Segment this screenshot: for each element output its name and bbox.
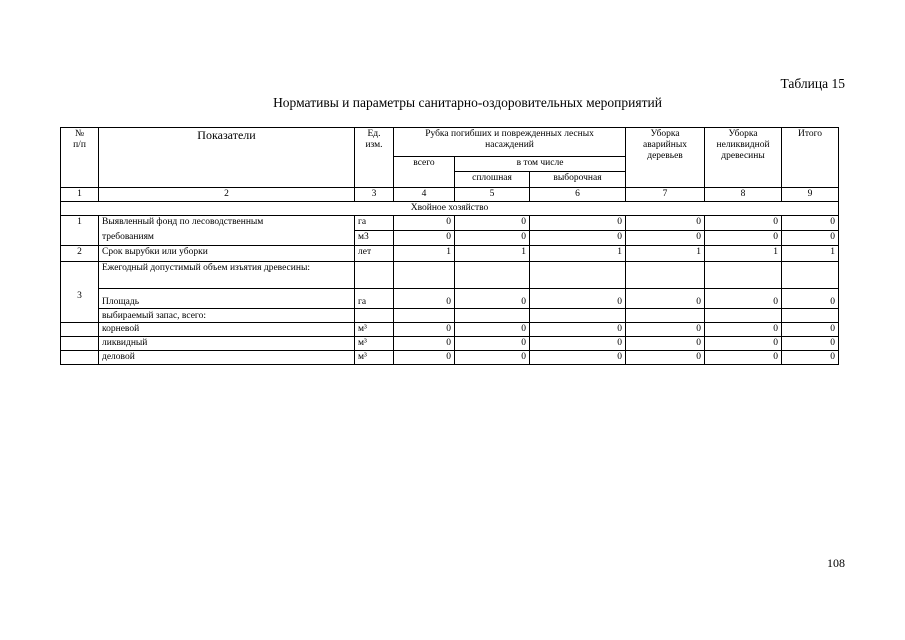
row-value: 0 (782, 351, 839, 365)
header-selective: выборочная (530, 172, 626, 188)
row-unit: м³ (355, 351, 394, 365)
header-unit: Ед. изм. (355, 128, 394, 188)
row-value: 0 (705, 337, 782, 351)
col-number: 1 (61, 188, 99, 202)
row-value: 0 (782, 216, 839, 231)
row-value: 0 (394, 231, 455, 246)
row-name: корневой (99, 323, 355, 337)
row-value: 1 (705, 246, 782, 262)
row-number: 2 (61, 246, 99, 262)
col-number: 3 (355, 188, 394, 202)
row-value: 0 (626, 231, 705, 246)
row-number: 1 (61, 216, 99, 246)
row-value: 0 (626, 337, 705, 351)
row-name: требованиям (99, 231, 355, 246)
table-row (61, 351, 839, 365)
table-row (61, 337, 839, 351)
row-value: 0 (782, 337, 839, 351)
section-title: Хвойное хозяйство (61, 202, 839, 216)
table-row (61, 323, 839, 337)
col-number: 8 (705, 188, 782, 202)
row-number: 3 (61, 262, 99, 323)
row-value: 0 (530, 216, 626, 231)
row-value: 0 (394, 323, 455, 337)
row-unit: м³ (355, 323, 394, 337)
row-value: 0 (705, 231, 782, 246)
row-value: 0 (782, 289, 839, 309)
row-value: 0 (782, 231, 839, 246)
header-indicators: Показатели (99, 128, 355, 188)
row-value: 0 (705, 216, 782, 231)
norms-table (60, 127, 839, 365)
table-caption: Таблица 15 (780, 76, 845, 91)
row-name: Площадь (99, 289, 355, 309)
table-row (61, 289, 839, 309)
header-emergency: Уборка аварийных деревьев (626, 128, 705, 188)
row-value: 0 (394, 351, 455, 365)
row-value: 1 (455, 246, 530, 262)
row-value: 0 (455, 337, 530, 351)
row-name: выбираемый запас, всего: (99, 309, 355, 323)
page-title: Нормативы и параметры санитарно-оздоровительных мероприятий (273, 95, 662, 110)
row-unit: га (355, 289, 394, 309)
row-value: 0 (455, 289, 530, 309)
row-unit: лет (355, 246, 394, 262)
header-clear: сплошная (455, 172, 530, 188)
table-row (61, 231, 839, 246)
row-value: 0 (455, 351, 530, 365)
row-value: 1 (394, 246, 455, 262)
row-value: 1 (782, 246, 839, 262)
col-number: 4 (394, 188, 455, 202)
row-value: 0 (455, 231, 530, 246)
table-row (61, 246, 839, 262)
row-value: 0 (626, 323, 705, 337)
row-value: 0 (530, 289, 626, 309)
row-value: 0 (394, 289, 455, 309)
row-unit: м³ (355, 337, 394, 351)
header-sum: Итого (782, 128, 839, 188)
page-number: 108 (827, 556, 845, 570)
col-number: 6 (530, 188, 626, 202)
row-value: 1 (530, 246, 626, 262)
header-including: в том числе (455, 157, 626, 172)
row-value: 0 (626, 216, 705, 231)
row-value: 0 (705, 351, 782, 365)
row-value: 0 (394, 216, 455, 231)
row-value: 0 (394, 337, 455, 351)
row-value: 0 (626, 351, 705, 365)
row-unit: м3 (355, 231, 394, 246)
row-name: деловой (99, 351, 355, 365)
row-value: 0 (530, 231, 626, 246)
row-value: 0 (782, 323, 839, 337)
col-number: 2 (99, 188, 355, 202)
row-value: 0 (455, 216, 530, 231)
col-number: 9 (782, 188, 839, 202)
row-name: Ежегодный допустимый объем изъятия древесины: (99, 262, 355, 289)
table-row (61, 262, 839, 289)
row-value: 0 (705, 323, 782, 337)
table-row (61, 216, 839, 231)
row-value: 0 (626, 289, 705, 309)
row-name: ликвидный (99, 337, 355, 351)
table-row (61, 309, 839, 323)
row-value: 0 (530, 323, 626, 337)
header-nonliquid: Уборка неликвидной древесины (705, 128, 782, 188)
row-value: 0 (705, 289, 782, 309)
col-number: 5 (455, 188, 530, 202)
row-unit: га (355, 216, 394, 231)
row-name: Срок вырубки или уборки (99, 246, 355, 262)
row-value: 0 (530, 351, 626, 365)
header-total: всего (394, 157, 455, 188)
col-number: 7 (626, 188, 705, 202)
row-value: 0 (455, 323, 530, 337)
header-cutting: Рубка погибших и поврежденных лесных насаждений (394, 128, 626, 157)
row-value: 1 (626, 246, 705, 262)
row-name: Выявленный фонд по лесоводственным (99, 216, 355, 231)
row-value: 0 (530, 337, 626, 351)
header-num: № п/п (61, 128, 99, 188)
